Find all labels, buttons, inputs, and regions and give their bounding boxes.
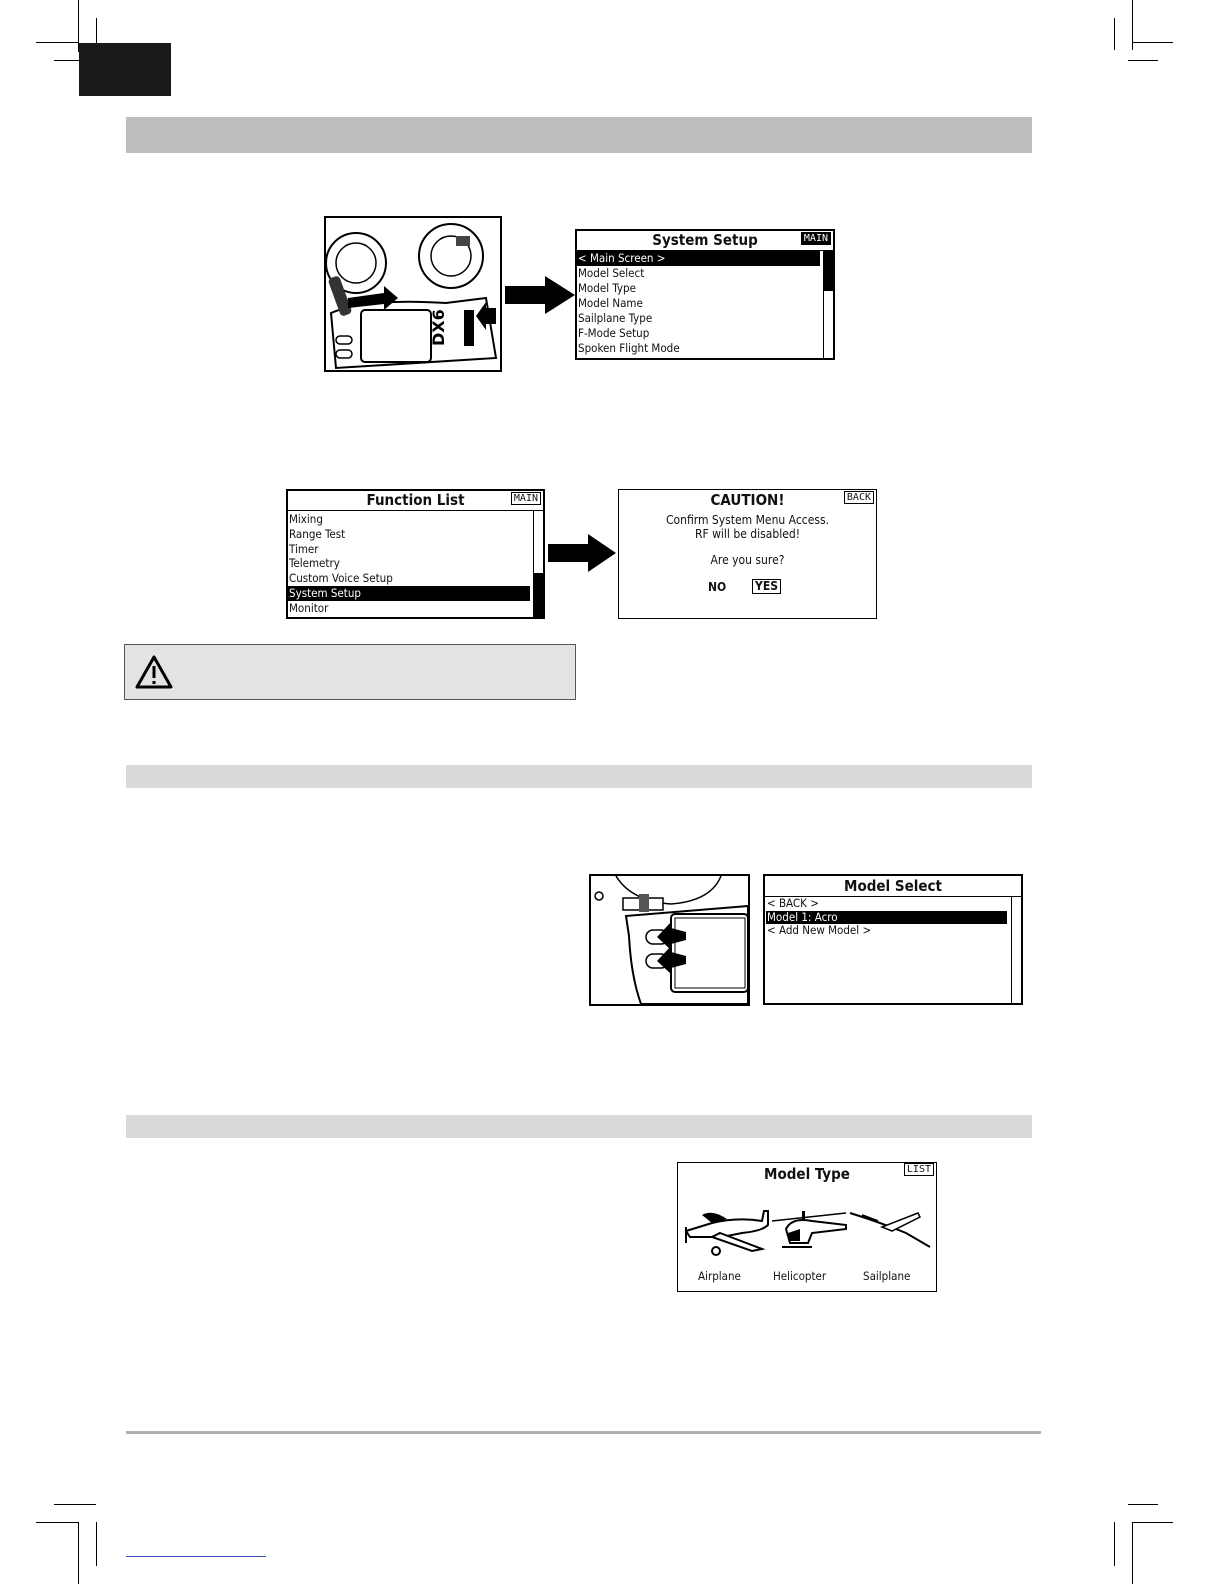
main-tag: MAIN — [801, 232, 831, 245]
menu-item[interactable]: Model Type — [578, 281, 636, 295]
menu-item[interactable]: Sailplane Type — [578, 311, 653, 325]
menu-item[interactable]: Custom Voice Setup — [289, 571, 393, 586]
sailplane-label[interactable]: Sailplane — [863, 1269, 911, 1283]
sailplane-icon — [850, 1213, 930, 1247]
scrollbar[interactable] — [533, 511, 543, 617]
menu-item[interactable]: < BACK > — [767, 896, 819, 910]
menu-item[interactable]: F-Mode Setup — [578, 326, 650, 340]
menu-item[interactable]: Monitor — [289, 600, 329, 615]
crop-mark — [1132, 1522, 1133, 1584]
crop-mark — [1133, 1522, 1173, 1523]
crop-mark — [54, 1504, 96, 1505]
caution-line-2: RF will be disabled! — [694, 527, 801, 541]
scrollbar[interactable] — [1011, 897, 1021, 1003]
footer-rule — [126, 1431, 1041, 1434]
menu-item[interactable]: Mixing — [289, 512, 323, 526]
main-tag: MAIN — [511, 492, 541, 505]
crop-mark — [78, 1522, 79, 1584]
screen-title: Function List — [366, 491, 465, 509]
list-tag[interactable]: LIST — [904, 1163, 934, 1176]
system-setup-menu — [577, 251, 820, 356]
helicopter-label[interactable]: Helicopter — [773, 1269, 827, 1283]
airplane-label[interactable]: Airplane — [698, 1269, 741, 1283]
crop-mark — [1128, 60, 1158, 61]
language-tab-block — [79, 43, 171, 96]
menu-item[interactable]: Model 1: Acro — [766, 911, 1007, 925]
function-list-menu — [288, 512, 530, 616]
system-setup-screen — [575, 229, 835, 360]
model-select-screen — [763, 874, 1023, 1005]
screen-title: System Setup — [652, 231, 758, 249]
function-list-screen — [286, 489, 545, 619]
caution-question: Are you sure? — [710, 553, 785, 567]
no-button[interactable]: NO — [708, 580, 727, 594]
screen-title: Model Type — [764, 1165, 850, 1183]
menu-item[interactable]: Spoken Flight Mode — [578, 341, 680, 355]
section-header-band — [126, 117, 1032, 153]
back-tag[interactable]: BACK — [844, 491, 874, 504]
crop-mark — [1114, 18, 1115, 50]
scrollbar[interactable] — [823, 251, 833, 358]
caution-line-1: Confirm System Menu Access. — [665, 513, 830, 527]
crop-mark — [36, 1522, 78, 1523]
crop-mark — [1128, 1504, 1158, 1505]
caution-screen — [618, 489, 877, 619]
crop-mark — [1114, 1522, 1115, 1566]
footer-link-underline — [126, 1556, 266, 1557]
menu-item[interactable]: Timer — [289, 541, 319, 556]
menu-item[interactable]: < Add New Model > — [767, 923, 872, 937]
warning-triangle-icon — [135, 655, 173, 689]
crop-mark — [1133, 42, 1173, 43]
menu-item[interactable]: Model Name — [578, 296, 643, 310]
model-type-screen — [677, 1162, 937, 1292]
menu-item[interactable]: Telemetry — [289, 556, 340, 571]
screen-title: Model Select — [844, 877, 942, 895]
menu-item[interactable]: Range Test — [289, 526, 346, 541]
subsection-header-band — [126, 1115, 1032, 1138]
crop-mark — [36, 42, 78, 43]
transmitter-closeup-photo — [589, 874, 750, 1006]
menu-item[interactable]: Model Select — [578, 266, 645, 280]
right-arrow-icon — [505, 276, 575, 314]
model-select-menu — [766, 897, 1007, 938]
menu-item[interactable]: System Setup — [288, 586, 530, 601]
transmitter-illustration — [326, 218, 500, 370]
helicopter-icon — [772, 1211, 846, 1247]
yes-button[interactable]: YES — [752, 579, 781, 594]
crop-mark — [96, 1522, 97, 1566]
dx6-logo-text: DX6 — [429, 309, 448, 346]
transmitter-photo — [324, 216, 502, 372]
right-arrow-icon — [548, 534, 616, 572]
caution-title: CAUTION! — [710, 491, 785, 509]
transmitter-closeup-illustration — [591, 876, 748, 1004]
warning-box — [124, 644, 576, 700]
airplane-icon — [686, 1211, 768, 1255]
subsection-header-band — [126, 765, 1032, 788]
model-type-illustrations — [682, 1203, 934, 1263]
menu-item[interactable]: < Main Screen > — [577, 251, 820, 266]
title-rule — [288, 510, 543, 511]
